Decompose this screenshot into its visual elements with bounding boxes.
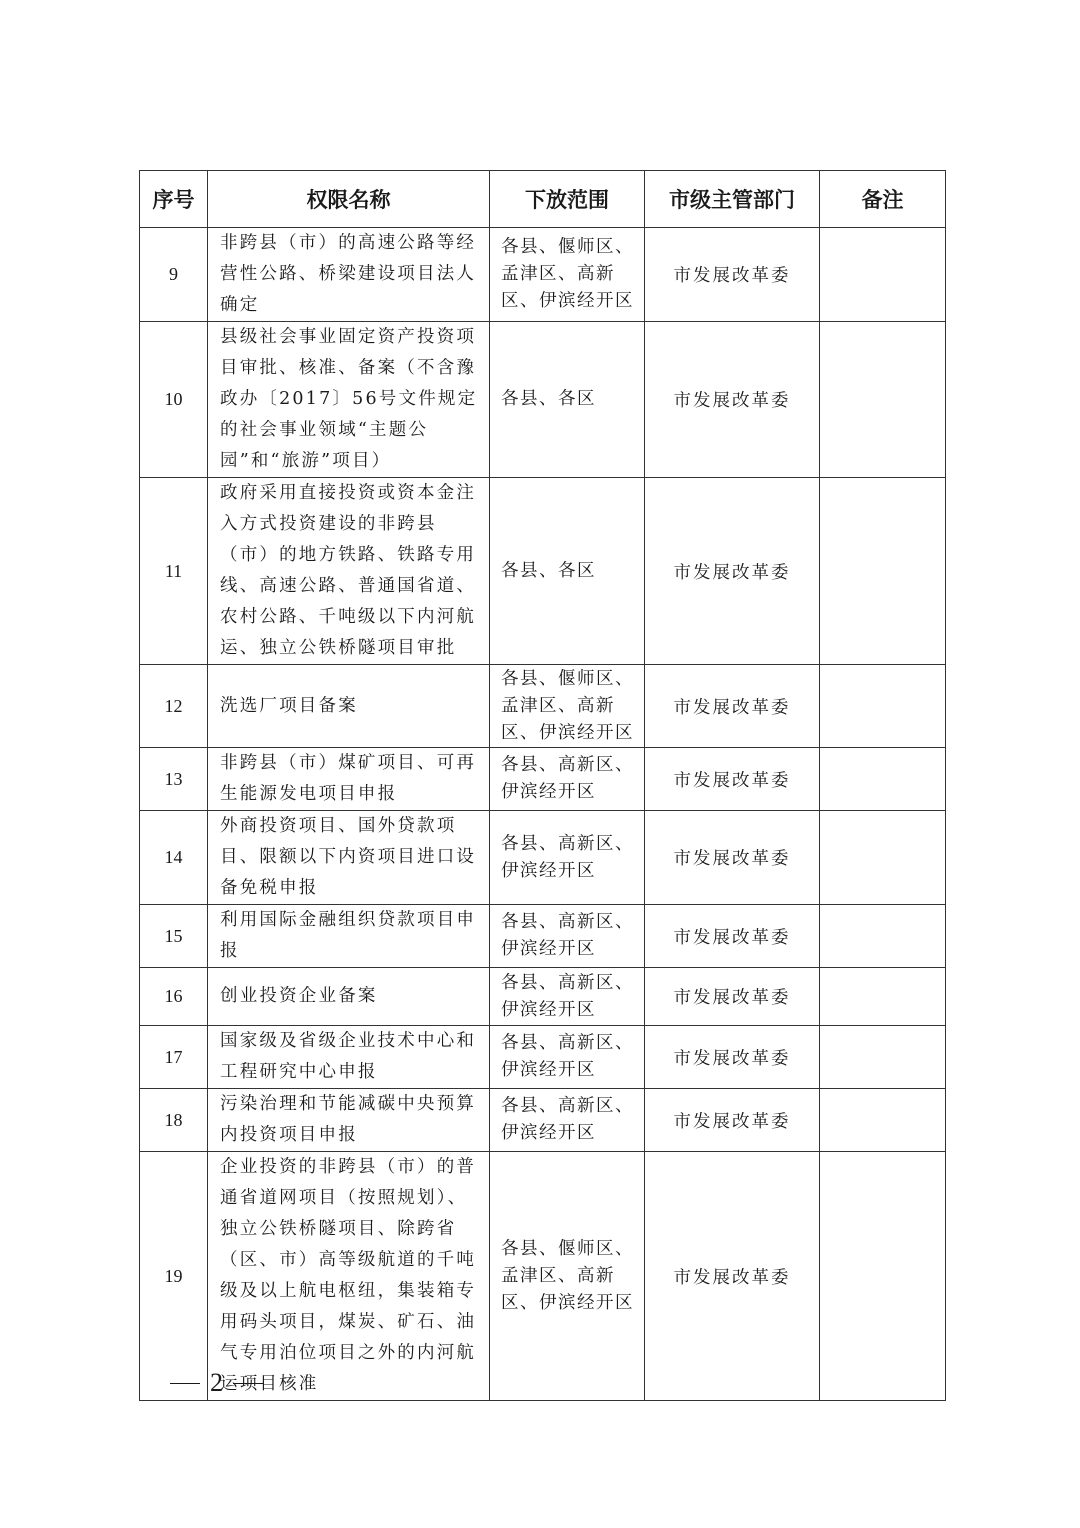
row-scope: 各县、高新区、伊滨经开区 [490, 1089, 645, 1152]
row-name: 创业投资企业备案 [208, 968, 490, 1026]
row-scope: 各县、各区 [490, 478, 645, 665]
row-seq: 16 [140, 968, 208, 1026]
row-seq: 12 [140, 665, 208, 748]
header-seq: 序号 [140, 171, 208, 228]
table-row [140, 478, 946, 665]
table-row [140, 811, 946, 905]
row-seq: 10 [140, 322, 208, 478]
row-name: 洗选厂项目备案 [208, 665, 490, 748]
row-note [820, 478, 946, 665]
footer-dash-left [170, 1383, 200, 1384]
row-dept: 市发展改革委 [645, 228, 820, 322]
row-name: 污染治理和节能减碳中央预算内投资项目申报 [208, 1089, 490, 1152]
footer-dash-right [233, 1383, 263, 1384]
row-scope: 各县、各区 [490, 322, 645, 478]
row-scope: 各县、高新区、伊滨经开区 [490, 811, 645, 905]
row-name: 非跨县（市）的高速公路等经营性公路、桥梁建设项目法人确定 [208, 228, 490, 322]
header-dept: 市级主管部门 [645, 171, 820, 228]
table-row [140, 322, 946, 478]
row-name: 外商投资项目、国外贷款项目、限额以下内资项目进口设备免税申报 [208, 811, 490, 905]
row-note [820, 228, 946, 322]
row-name: 县级社会事业固定资产投资项目审批、核准、备案（不含豫政办〔2017〕56号文件规定的社会事业领域“主题公园”和“旅游”项目） [208, 322, 490, 478]
row-scope: 各县、偃师区、孟津区、高新区、伊滨经开区 [490, 228, 645, 322]
row-note [820, 322, 946, 478]
header-scope: 下放范围 [490, 171, 645, 228]
row-scope: 各县、高新区、伊滨经开区 [490, 748, 645, 811]
row-name: 政府采用直接投资或资本金注入方式投资建设的非跨县（市）的地方铁路、铁路专用线、高速公路、普通国省道、农村公路、千吨级以下内河航运、独立公铁桥隧项目审批 [208, 478, 490, 665]
row-seq: 9 [140, 228, 208, 322]
row-dept: 市发展改革委 [645, 748, 820, 811]
table-row [140, 1089, 946, 1152]
table-row [140, 665, 946, 748]
page-footer [170, 1366, 263, 1398]
row-seq: 19 [140, 1152, 208, 1401]
table-header-row [140, 171, 946, 228]
table-row [140, 748, 946, 811]
table-row [140, 228, 946, 322]
table-row [140, 1026, 946, 1089]
header-note: 备注 [820, 171, 946, 228]
row-dept: 市发展改革委 [645, 811, 820, 905]
row-name: 利用国际金融组织贷款项目申报 [208, 905, 490, 968]
row-note [820, 1089, 946, 1152]
row-seq: 15 [140, 905, 208, 968]
row-note [820, 748, 946, 811]
row-scope: 各县、高新区、伊滨经开区 [490, 1026, 645, 1089]
header-name: 权限名称 [208, 171, 490, 228]
row-scope: 各县、高新区、伊滨经开区 [490, 968, 645, 1026]
row-dept: 市发展改革委 [645, 905, 820, 968]
row-scope: 各县、偃师区、孟津区、高新区、伊滨经开区 [490, 665, 645, 748]
row-dept: 市发展改革委 [645, 968, 820, 1026]
row-name: 国家级及省级企业技术中心和工程研究中心申报 [208, 1026, 490, 1089]
row-note [820, 1152, 946, 1401]
row-seq: 14 [140, 811, 208, 905]
row-dept: 市发展改革委 [645, 665, 820, 748]
row-dept: 市发展改革委 [645, 1089, 820, 1152]
row-note [820, 811, 946, 905]
row-name: 非跨县（市）煤矿项目、可再生能源发电项目申报 [208, 748, 490, 811]
row-note [820, 905, 946, 968]
row-scope: 各县、高新区、伊滨经开区 [490, 905, 645, 968]
table-row [140, 905, 946, 968]
row-note [820, 968, 946, 1026]
table-row [140, 1152, 946, 1401]
permission-table [139, 170, 946, 1401]
row-seq: 13 [140, 748, 208, 811]
row-seq: 11 [140, 478, 208, 665]
row-name: 企业投资的非跨县（市）的普通省道网项目（按照规划）、独立公铁桥隧项目、除跨省（区、市）高等级航道的千吨级及以上航电枢纽，集装箱专用码头项目，煤炭、矿石、油气专用泊位项目之外的内河航运项目核准 [208, 1152, 490, 1401]
row-seq: 17 [140, 1026, 208, 1089]
row-dept: 市发展改革委 [645, 322, 820, 478]
row-scope: 各县、偃师区、孟津区、高新区、伊滨经开区 [490, 1152, 645, 1401]
row-dept: 市发展改革委 [645, 1152, 820, 1401]
table-row [140, 968, 946, 1026]
row-dept: 市发展改革委 [645, 478, 820, 665]
page-number: 2 [210, 1368, 223, 1398]
row-dept: 市发展改革委 [645, 1026, 820, 1089]
row-note [820, 1026, 946, 1089]
row-seq: 18 [140, 1089, 208, 1152]
row-note [820, 665, 946, 748]
